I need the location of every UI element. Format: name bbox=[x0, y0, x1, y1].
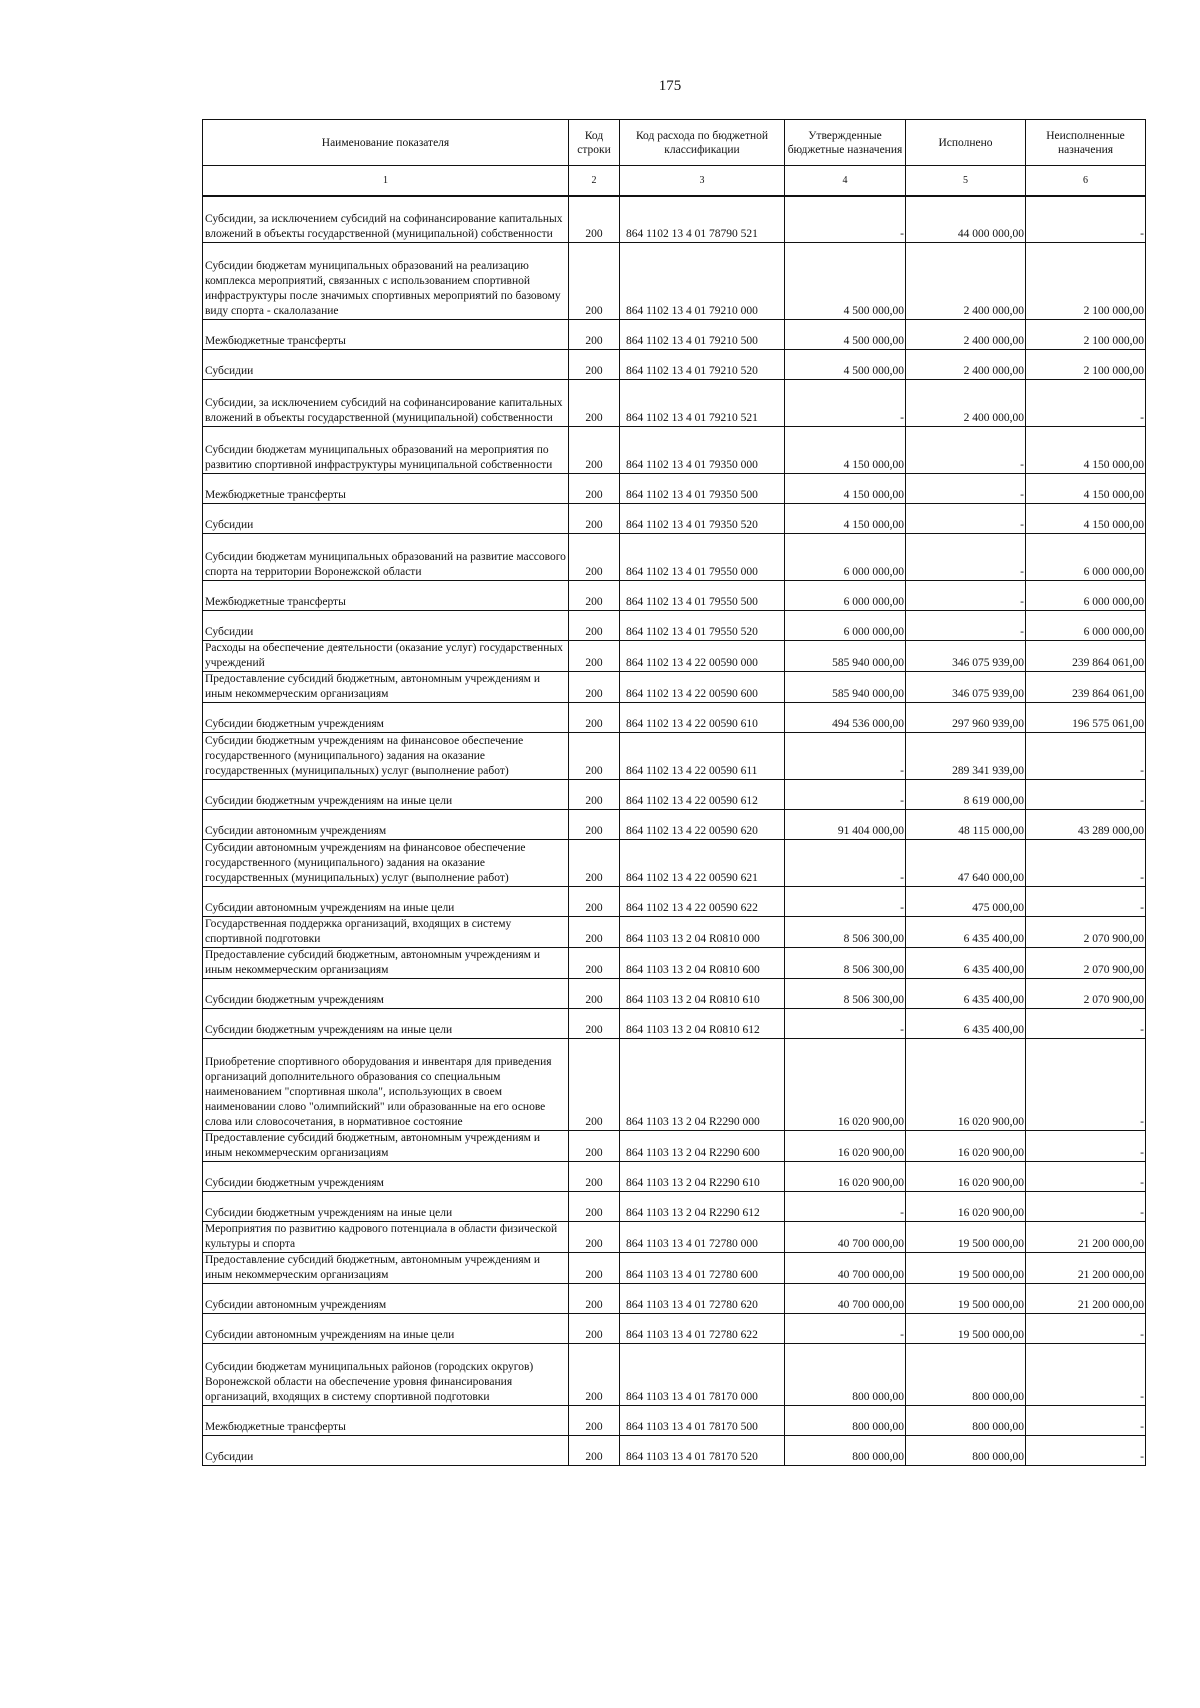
row-line-code: 200 bbox=[569, 780, 620, 810]
budget-execution-table bbox=[202, 119, 1146, 1466]
header-budget-class: Код расхода по бюджетной классификации bbox=[620, 120, 785, 166]
row-approved-amount: 585 940 000,00 bbox=[785, 641, 906, 672]
row-name: Субсидии бюджетным учреждениям bbox=[203, 703, 569, 733]
row-executed-amount: 19 500 000,00 bbox=[906, 1314, 1026, 1344]
row-budget-class: 864 1103 13 2 04 R2290 610 bbox=[620, 1162, 785, 1192]
row-executed-amount: 800 000,00 bbox=[906, 1406, 1026, 1436]
row-budget-class: 864 1102 13 4 22 00590 620 bbox=[620, 810, 785, 840]
row-line-code: 200 bbox=[569, 672, 620, 703]
table-row bbox=[203, 243, 1146, 320]
row-budget-class: 864 1103 13 2 04 R2290 000 bbox=[620, 1039, 785, 1131]
row-approved-amount: 8 506 300,00 bbox=[785, 948, 906, 979]
table-row bbox=[203, 581, 1146, 611]
row-line-code: 200 bbox=[569, 1253, 620, 1284]
row-unexecuted-amount: - bbox=[1026, 1192, 1146, 1222]
table-row bbox=[203, 641, 1146, 672]
row-approved-amount: - bbox=[785, 733, 906, 780]
row-approved-amount: 800 000,00 bbox=[785, 1436, 906, 1466]
row-line-code: 200 bbox=[569, 733, 620, 780]
row-budget-class: 864 1103 13 2 04 R0810 610 bbox=[620, 979, 785, 1009]
row-unexecuted-amount: 2 070 900,00 bbox=[1026, 948, 1146, 979]
row-line-code: 200 bbox=[569, 1162, 620, 1192]
table-row bbox=[203, 534, 1146, 581]
row-unexecuted-amount: 43 289 000,00 bbox=[1026, 810, 1146, 840]
table-row bbox=[203, 1406, 1146, 1436]
row-budget-class: 864 1103 13 4 01 78170 000 bbox=[620, 1344, 785, 1406]
row-approved-amount: 585 940 000,00 bbox=[785, 672, 906, 703]
page-number: 175 bbox=[658, 78, 682, 94]
row-line-code: 200 bbox=[569, 703, 620, 733]
table-row bbox=[203, 1162, 1146, 1192]
table-row bbox=[203, 1009, 1146, 1039]
row-executed-amount: 16 020 900,00 bbox=[906, 1192, 1026, 1222]
row-name: Субсидии, за исключением субсидий на софинансирование капитальных вложений в объекты государственной (муниципальной) собственности bbox=[203, 196, 569, 243]
row-budget-class: 864 1102 13 4 01 79550 520 bbox=[620, 611, 785, 641]
row-name: Предоставление субсидий бюджетным, автономным учреждениям и иным некоммерческим организациям bbox=[203, 672, 569, 703]
row-unexecuted-amount: - bbox=[1026, 380, 1146, 427]
row-line-code: 200 bbox=[569, 427, 620, 474]
row-approved-amount: 4 150 000,00 bbox=[785, 427, 906, 474]
row-unexecuted-amount: 4 150 000,00 bbox=[1026, 504, 1146, 534]
row-unexecuted-amount: 6 000 000,00 bbox=[1026, 534, 1146, 581]
row-budget-class: 864 1102 13 4 01 79210 500 bbox=[620, 320, 785, 350]
table-row bbox=[203, 1222, 1146, 1253]
column-number: 6 bbox=[1026, 166, 1146, 196]
header-name: Наименование показателя bbox=[203, 120, 569, 166]
row-unexecuted-amount: - bbox=[1026, 1009, 1146, 1039]
row-approved-amount: 800 000,00 bbox=[785, 1344, 906, 1406]
row-line-code: 200 bbox=[569, 1131, 620, 1162]
row-budget-class: 864 1102 13 4 22 00590 621 bbox=[620, 840, 785, 887]
row-executed-amount: 8 619 000,00 bbox=[906, 780, 1026, 810]
row-executed-amount: 2 400 000,00 bbox=[906, 380, 1026, 427]
row-executed-amount: - bbox=[906, 581, 1026, 611]
row-budget-class: 864 1103 13 4 01 78170 500 bbox=[620, 1406, 785, 1436]
row-unexecuted-amount: 2 070 900,00 bbox=[1026, 917, 1146, 948]
row-budget-class: 864 1103 13 4 01 72780 620 bbox=[620, 1284, 785, 1314]
row-unexecuted-amount: 2 100 000,00 bbox=[1026, 320, 1146, 350]
row-unexecuted-amount: - bbox=[1026, 733, 1146, 780]
row-approved-amount: 4 150 000,00 bbox=[785, 504, 906, 534]
table-row bbox=[203, 1131, 1146, 1162]
row-executed-amount: 346 075 939,00 bbox=[906, 641, 1026, 672]
row-unexecuted-amount: 21 200 000,00 bbox=[1026, 1284, 1146, 1314]
table-row bbox=[203, 1253, 1146, 1284]
row-name: Субсидии автономным учреждениям на финансовое обеспечение государственного (муниципального) задания на оказание государственных (муниципальных) услуг (выполнение работ) bbox=[203, 840, 569, 887]
row-budget-class: 864 1103 13 4 01 78170 520 bbox=[620, 1436, 785, 1466]
row-line-code: 200 bbox=[569, 1344, 620, 1406]
row-unexecuted-amount: 21 200 000,00 bbox=[1026, 1253, 1146, 1284]
row-executed-amount: 2 400 000,00 bbox=[906, 350, 1026, 380]
row-line-code: 200 bbox=[569, 1222, 620, 1253]
row-unexecuted-amount: - bbox=[1026, 1344, 1146, 1406]
row-unexecuted-amount: 239 864 061,00 bbox=[1026, 641, 1146, 672]
table-row bbox=[203, 887, 1146, 917]
table-row bbox=[203, 380, 1146, 427]
row-executed-amount: - bbox=[906, 534, 1026, 581]
row-name: Государственная поддержка организаций, входящих в систему спортивной подготовки bbox=[203, 917, 569, 948]
row-name: Предоставление субсидий бюджетным, автономным учреждениям и иным некоммерческим организациям bbox=[203, 948, 569, 979]
row-line-code: 200 bbox=[569, 979, 620, 1009]
row-line-code: 200 bbox=[569, 1436, 620, 1466]
row-executed-amount: 2 400 000,00 bbox=[906, 320, 1026, 350]
table-row bbox=[203, 840, 1146, 887]
column-number: 3 bbox=[620, 166, 785, 196]
row-name: Субсидии бюджетным учреждениям на иные цели bbox=[203, 780, 569, 810]
row-unexecuted-amount: 2 100 000,00 bbox=[1026, 350, 1146, 380]
table-row bbox=[203, 810, 1146, 840]
row-name: Субсидии бюджетам муниципальных образований на развитие массового спорта на территории Воронежской области bbox=[203, 534, 569, 581]
row-line-code: 200 bbox=[569, 1284, 620, 1314]
row-budget-class: 864 1102 13 4 22 00590 600 bbox=[620, 672, 785, 703]
row-budget-class: 864 1102 13 4 22 00590 610 bbox=[620, 703, 785, 733]
row-executed-amount: 6 435 400,00 bbox=[906, 917, 1026, 948]
row-unexecuted-amount: 196 575 061,00 bbox=[1026, 703, 1146, 733]
row-name: Субсидии бюджетным учреждениям bbox=[203, 979, 569, 1009]
row-budget-class: 864 1103 13 4 01 72780 622 bbox=[620, 1314, 785, 1344]
row-name: Межбюджетные трансферты bbox=[203, 320, 569, 350]
row-name: Межбюджетные трансферты bbox=[203, 474, 569, 504]
row-name: Приобретение спортивного оборудования и инвентаря для приведения организаций дополнительного образования со специальным наименованием "спортивная школа", использующих в своем наименовании слово "олимпийский" или образованные на его основе слова или словосочетания, в нормативное состояние bbox=[203, 1039, 569, 1131]
row-name: Субсидии bbox=[203, 1436, 569, 1466]
table-row bbox=[203, 1039, 1146, 1131]
table-row bbox=[203, 504, 1146, 534]
row-executed-amount: 19 500 000,00 bbox=[906, 1253, 1026, 1284]
row-name: Межбюджетные трансферты bbox=[203, 581, 569, 611]
header-approved: Утвержденные бюджетные назначения bbox=[785, 120, 906, 166]
row-executed-amount: 6 435 400,00 bbox=[906, 1009, 1026, 1039]
row-line-code: 200 bbox=[569, 948, 620, 979]
row-name: Субсидии бюджетным учреждениям на иные цели bbox=[203, 1009, 569, 1039]
row-line-code: 200 bbox=[569, 840, 620, 887]
row-line-code: 200 bbox=[569, 534, 620, 581]
row-approved-amount: 91 404 000,00 bbox=[785, 810, 906, 840]
row-executed-amount: - bbox=[906, 427, 1026, 474]
row-unexecuted-amount: - bbox=[1026, 780, 1146, 810]
row-budget-class: 864 1102 13 4 01 78790 521 bbox=[620, 196, 785, 243]
row-name: Субсидии бюджетам муниципальных районов (городских округов) Воронежской области на обеспечение уровня финансирования организаций, входящих в систему спортивной подготовки bbox=[203, 1344, 569, 1406]
header-unexecuted: Неисполненные назначения bbox=[1026, 120, 1146, 166]
row-line-code: 200 bbox=[569, 243, 620, 320]
row-executed-amount: 47 640 000,00 bbox=[906, 840, 1026, 887]
table-row bbox=[203, 703, 1146, 733]
column-number-row bbox=[203, 166, 1146, 196]
row-executed-amount: 800 000,00 bbox=[906, 1344, 1026, 1406]
row-budget-class: 864 1102 13 4 22 00590 000 bbox=[620, 641, 785, 672]
row-unexecuted-amount: - bbox=[1026, 887, 1146, 917]
row-line-code: 200 bbox=[569, 1314, 620, 1344]
table-row bbox=[203, 1192, 1146, 1222]
row-line-code: 200 bbox=[569, 581, 620, 611]
row-line-code: 200 bbox=[569, 810, 620, 840]
table-row bbox=[203, 780, 1146, 810]
row-approved-amount: 800 000,00 bbox=[785, 1406, 906, 1436]
row-executed-amount: 297 960 939,00 bbox=[906, 703, 1026, 733]
row-budget-class: 864 1102 13 4 01 79210 520 bbox=[620, 350, 785, 380]
row-unexecuted-amount: - bbox=[1026, 1039, 1146, 1131]
row-budget-class: 864 1102 13 4 22 00590 611 bbox=[620, 733, 785, 780]
row-approved-amount: - bbox=[785, 780, 906, 810]
row-approved-amount: 8 506 300,00 bbox=[785, 979, 906, 1009]
row-name: Субсидии автономным учреждениям bbox=[203, 1284, 569, 1314]
row-budget-class: 864 1103 13 4 01 72780 600 bbox=[620, 1253, 785, 1284]
row-unexecuted-amount: - bbox=[1026, 196, 1146, 243]
table-row bbox=[203, 320, 1146, 350]
row-executed-amount: 19 500 000,00 bbox=[906, 1284, 1026, 1314]
row-name: Субсидии бюджетным учреждениям на иные цели bbox=[203, 1192, 569, 1222]
row-unexecuted-amount: 2 100 000,00 bbox=[1026, 243, 1146, 320]
row-budget-class: 864 1103 13 2 04 R0810 612 bbox=[620, 1009, 785, 1039]
row-approved-amount: 4 500 000,00 bbox=[785, 350, 906, 380]
row-name: Субсидии бюджетам муниципальных образований на реализацию комплекса мероприятий, связанных с использованием спортивной инфраструктуры после значимых спортивных мероприятий по базовому виду спорта - скалолазание bbox=[203, 243, 569, 320]
row-executed-amount: 16 020 900,00 bbox=[906, 1039, 1026, 1131]
row-budget-class: 864 1103 13 2 04 R0810 600 bbox=[620, 948, 785, 979]
row-name: Субсидии bbox=[203, 504, 569, 534]
row-name: Субсидии бюджетным учреждениям на финансовое обеспечение государственного (муниципального) задания на оказание государственных (муниципальных) услуг (выполнение работ) bbox=[203, 733, 569, 780]
row-executed-amount: 289 341 939,00 bbox=[906, 733, 1026, 780]
column-number: 1 bbox=[203, 166, 569, 196]
row-name: Предоставление субсидий бюджетным, автономным учреждениям и иным некоммерческим организациям bbox=[203, 1131, 569, 1162]
row-name: Субсидии, за исключением субсидий на софинансирование капитальных вложений в объекты государственной (муниципальной) собственности bbox=[203, 380, 569, 427]
row-name: Субсидии автономным учреждениям на иные цели bbox=[203, 887, 569, 917]
row-unexecuted-amount: - bbox=[1026, 1436, 1146, 1466]
row-unexecuted-amount: - bbox=[1026, 1162, 1146, 1192]
row-line-code: 200 bbox=[569, 504, 620, 534]
row-unexecuted-amount: 4 150 000,00 bbox=[1026, 474, 1146, 504]
row-name: Субсидии автономным учреждениям bbox=[203, 810, 569, 840]
row-budget-class: 864 1102 13 4 22 00590 622 bbox=[620, 887, 785, 917]
table-row bbox=[203, 427, 1146, 474]
table-row bbox=[203, 611, 1146, 641]
row-line-code: 200 bbox=[569, 1406, 620, 1436]
column-number: 4 bbox=[785, 166, 906, 196]
row-line-code: 200 bbox=[569, 350, 620, 380]
row-name: Межбюджетные трансферты bbox=[203, 1406, 569, 1436]
row-approved-amount: - bbox=[785, 887, 906, 917]
row-budget-class: 864 1103 13 4 01 72780 000 bbox=[620, 1222, 785, 1253]
table-row bbox=[203, 350, 1146, 380]
row-name: Предоставление субсидий бюджетным, автономным учреждениям и иным некоммерческим организациям bbox=[203, 1253, 569, 1284]
row-line-code: 200 bbox=[569, 641, 620, 672]
row-approved-amount: - bbox=[785, 380, 906, 427]
header-row bbox=[203, 120, 1146, 166]
row-approved-amount: 6 000 000,00 bbox=[785, 611, 906, 641]
row-approved-amount: 494 536 000,00 bbox=[785, 703, 906, 733]
row-name: Субсидии бюджетным учреждениям bbox=[203, 1162, 569, 1192]
column-number: 2 bbox=[569, 166, 620, 196]
row-approved-amount: 40 700 000,00 bbox=[785, 1253, 906, 1284]
row-unexecuted-amount: - bbox=[1026, 1314, 1146, 1344]
table-body bbox=[203, 196, 1146, 1466]
table-row bbox=[203, 1314, 1146, 1344]
row-unexecuted-amount: - bbox=[1026, 840, 1146, 887]
table-row bbox=[203, 1344, 1146, 1406]
row-executed-amount: 19 500 000,00 bbox=[906, 1222, 1026, 1253]
row-name: Субсидии bbox=[203, 611, 569, 641]
header-line-code: Код строки bbox=[569, 120, 620, 166]
row-name: Субсидии bbox=[203, 350, 569, 380]
row-approved-amount: 40 700 000,00 bbox=[785, 1222, 906, 1253]
row-line-code: 200 bbox=[569, 611, 620, 641]
row-approved-amount: 16 020 900,00 bbox=[785, 1162, 906, 1192]
row-approved-amount: - bbox=[785, 840, 906, 887]
header-executed: Исполнено bbox=[906, 120, 1026, 166]
row-executed-amount: 2 400 000,00 bbox=[906, 243, 1026, 320]
row-executed-amount: 6 435 400,00 bbox=[906, 948, 1026, 979]
row-executed-amount: 16 020 900,00 bbox=[906, 1162, 1026, 1192]
row-executed-amount: 48 115 000,00 bbox=[906, 810, 1026, 840]
row-approved-amount: - bbox=[785, 1009, 906, 1039]
row-approved-amount: - bbox=[785, 1314, 906, 1344]
row-unexecuted-amount: 21 200 000,00 bbox=[1026, 1222, 1146, 1253]
row-approved-amount: 40 700 000,00 bbox=[785, 1284, 906, 1314]
row-approved-amount: - bbox=[785, 196, 906, 243]
column-number: 5 bbox=[906, 166, 1026, 196]
row-approved-amount: - bbox=[785, 1192, 906, 1222]
row-approved-amount: 4 500 000,00 bbox=[785, 320, 906, 350]
row-budget-class: 864 1102 13 4 01 79350 500 bbox=[620, 474, 785, 504]
row-budget-class: 864 1102 13 4 01 79350 000 bbox=[620, 427, 785, 474]
row-budget-class: 864 1102 13 4 01 79550 000 bbox=[620, 534, 785, 581]
row-budget-class: 864 1102 13 4 01 79550 500 bbox=[620, 581, 785, 611]
row-executed-amount: 6 435 400,00 bbox=[906, 979, 1026, 1009]
row-executed-amount: 475 000,00 bbox=[906, 887, 1026, 917]
row-line-code: 200 bbox=[569, 1009, 620, 1039]
row-executed-amount: 800 000,00 bbox=[906, 1436, 1026, 1466]
table-row bbox=[203, 1284, 1146, 1314]
row-unexecuted-amount: 239 864 061,00 bbox=[1026, 672, 1146, 703]
row-budget-class: 864 1102 13 4 01 79210 521 bbox=[620, 380, 785, 427]
row-line-code: 200 bbox=[569, 917, 620, 948]
row-line-code: 200 bbox=[569, 380, 620, 427]
table-row bbox=[203, 1436, 1146, 1466]
table-row bbox=[203, 196, 1146, 243]
row-unexecuted-amount: 6 000 000,00 bbox=[1026, 611, 1146, 641]
row-budget-class: 864 1103 13 2 04 R2290 600 bbox=[620, 1131, 785, 1162]
row-unexecuted-amount: 6 000 000,00 bbox=[1026, 581, 1146, 611]
row-approved-amount: 6 000 000,00 bbox=[785, 581, 906, 611]
row-executed-amount: 16 020 900,00 bbox=[906, 1131, 1026, 1162]
row-budget-class: 864 1102 13 4 22 00590 612 bbox=[620, 780, 785, 810]
row-executed-amount: - bbox=[906, 504, 1026, 534]
table-row bbox=[203, 979, 1146, 1009]
table-row bbox=[203, 917, 1146, 948]
table-row bbox=[203, 672, 1146, 703]
row-unexecuted-amount: 2 070 900,00 bbox=[1026, 979, 1146, 1009]
row-approved-amount: 8 506 300,00 bbox=[785, 917, 906, 948]
row-line-code: 200 bbox=[569, 196, 620, 243]
row-name: Мероприятия по развитию кадрового потенциала в области физической культуры и спорта bbox=[203, 1222, 569, 1253]
row-approved-amount: 4 150 000,00 bbox=[785, 474, 906, 504]
row-approved-amount: 16 020 900,00 bbox=[785, 1039, 906, 1131]
row-approved-amount: 16 020 900,00 bbox=[785, 1131, 906, 1162]
row-approved-amount: 4 500 000,00 bbox=[785, 243, 906, 320]
row-name: Субсидии бюджетам муниципальных образований на мероприятия по развитию спортивной инфраструктуры муниципальной собственности bbox=[203, 427, 569, 474]
row-budget-class: 864 1103 13 2 04 R0810 000 bbox=[620, 917, 785, 948]
row-approved-amount: 6 000 000,00 bbox=[785, 534, 906, 581]
row-executed-amount: 44 000 000,00 bbox=[906, 196, 1026, 243]
row-line-code: 200 bbox=[569, 1192, 620, 1222]
table-row bbox=[203, 733, 1146, 780]
row-unexecuted-amount: 4 150 000,00 bbox=[1026, 427, 1146, 474]
row-line-code: 200 bbox=[569, 474, 620, 504]
row-line-code: 200 bbox=[569, 1039, 620, 1131]
row-budget-class: 864 1102 13 4 01 79350 520 bbox=[620, 504, 785, 534]
row-executed-amount: - bbox=[906, 611, 1026, 641]
table-row bbox=[203, 948, 1146, 979]
row-unexecuted-amount: - bbox=[1026, 1131, 1146, 1162]
row-line-code: 200 bbox=[569, 887, 620, 917]
table-row bbox=[203, 474, 1146, 504]
row-executed-amount: 346 075 939,00 bbox=[906, 672, 1026, 703]
row-executed-amount: - bbox=[906, 474, 1026, 504]
row-unexecuted-amount: - bbox=[1026, 1406, 1146, 1436]
row-name: Субсидии автономным учреждениям на иные цели bbox=[203, 1314, 569, 1344]
row-budget-class: 864 1102 13 4 01 79210 000 bbox=[620, 243, 785, 320]
row-budget-class: 864 1103 13 2 04 R2290 612 bbox=[620, 1192, 785, 1222]
row-line-code: 200 bbox=[569, 320, 620, 350]
row-name: Расходы на обеспечение деятельности (оказание услуг) государственных учреждений bbox=[203, 641, 569, 672]
